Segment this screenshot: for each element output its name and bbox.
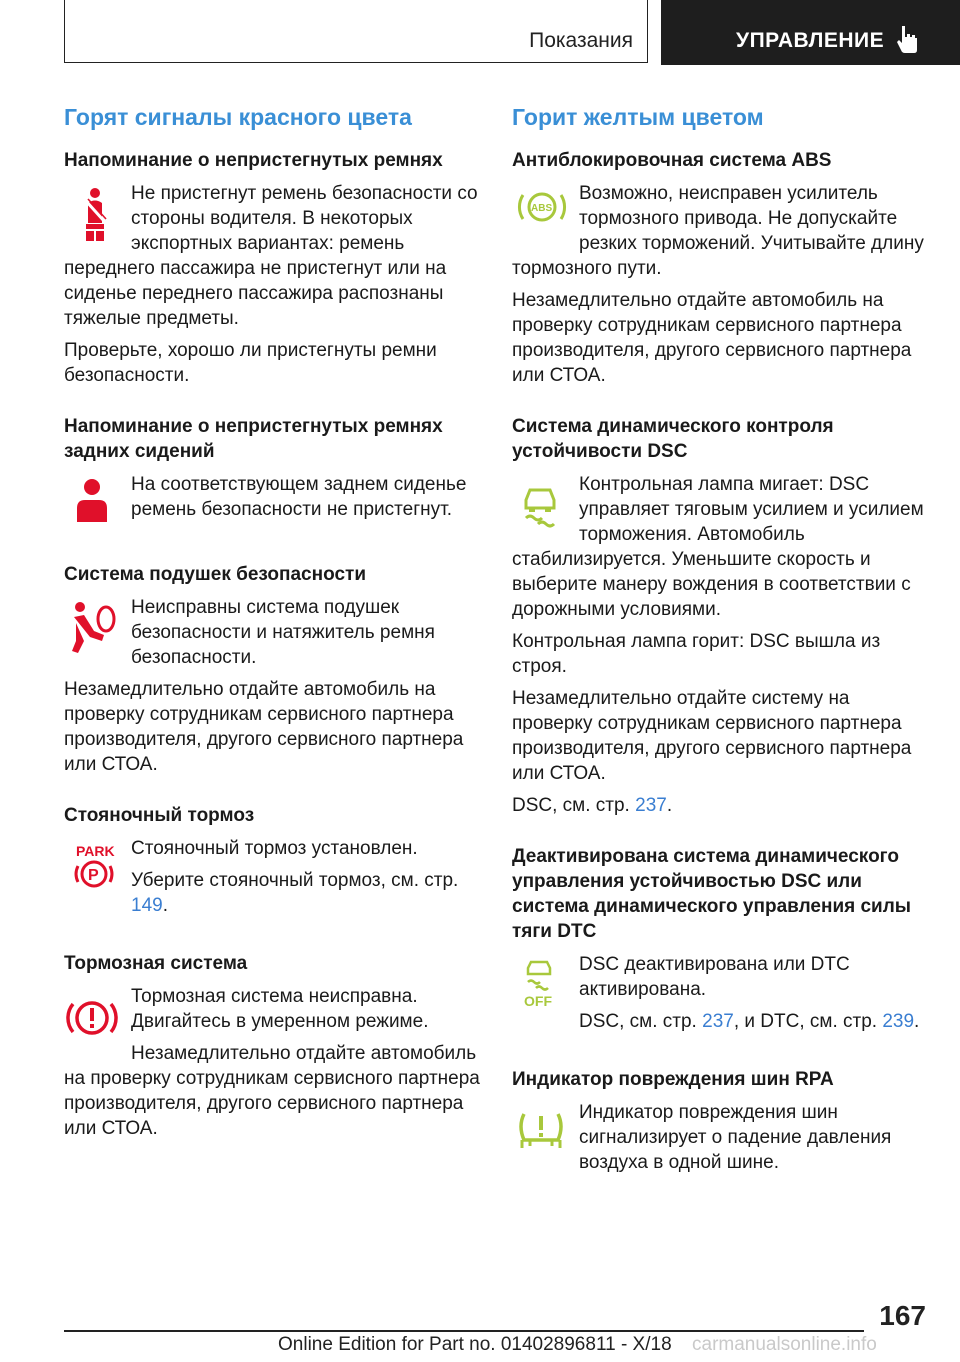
- belt-reminder-heading: Напоминание о непристегнутых ремнях: [64, 150, 443, 171]
- yellow-warnings-title: Горит желтым цветом: [512, 104, 764, 130]
- belt-reminder-text-1: Не пристегнут ремень безопасности со стороны водителя. В некоторых экспортных вариантах: ремень переднего пассажира не пристегнут или на сиденье переднего пассажира распознаны тяжелые предметы.: [64, 183, 478, 329]
- airbag-section: [64, 562, 482, 777]
- left-column: [64, 100, 482, 1167]
- dsc-off-text-2: [512, 1009, 930, 1034]
- dsc-ref-suffix: .: [666, 795, 673, 816]
- footer-edition: Online Edition for Part no. 01402896811 - X/18: [278, 1334, 672, 1355]
- dsc-off-text-1: DSC деактивирована или DTC активирована.: [579, 954, 850, 1000]
- rpa-heading: Индикатор повреждения шин RPA: [512, 1069, 834, 1090]
- dsc-off-heading: Деактивирована система динамического управления устойчивостью DSC или система динамического управления силы тяги DTC: [512, 846, 912, 942]
- rear-belt-text-1: На соответствующем заднем сиденье ремень безопасности не пристегнут.: [131, 474, 467, 520]
- dsc-off-ref-mid: , и DTC, см. стр.: [733, 1011, 878, 1032]
- dsc-text-2: Контрольная лампа горит: DSC вышла из строя.: [512, 631, 881, 677]
- page-237-link-2[interactable]: 237: [702, 1011, 734, 1032]
- abs-text-1: Возможно, неисправен усилитель тормозного привода. Не допускайте резких торможений. Учитывайте длину тормозного пути.: [512, 183, 924, 279]
- footer-divider: [64, 1330, 864, 1332]
- brake-system-text-2: Незамедлительно отдайте автомобиль на проверку сотрудникам сервисного партнера производителя, другого сервисного партнера или СТОА.: [64, 1043, 480, 1139]
- pointing-hand-icon: [893, 24, 921, 54]
- header-section-label[interactable]: УПРАВЛЕНИЕ: [736, 29, 885, 52]
- tire-pressure-icon: [512, 1102, 574, 1164]
- seatbelt-warning-icon: [64, 183, 126, 245]
- brake-warning-icon: [64, 986, 126, 1048]
- rear-belt-section: [64, 414, 482, 536]
- page-149-link[interactable]: 149: [131, 895, 163, 916]
- abs-section: [512, 148, 930, 388]
- abs-icon-text: ABS: [531, 203, 553, 214]
- dsc-off-section: [512, 844, 930, 1041]
- parking-brake-text-2: [64, 868, 482, 918]
- parking-brake-section: [64, 803, 482, 925]
- off-icon-text: OFF: [524, 993, 552, 1009]
- airbag-text-2: Незамедлительно отдайте автомобиль на проверку сотрудникам сервисного партнера производителя, другого сервисного партнера или СТОА.: [64, 679, 464, 775]
- dsc-heading: Система динамического контроля устойчивости DSC: [512, 416, 834, 462]
- header-section-box: [661, 0, 960, 65]
- dsc-warning-icon: [512, 474, 574, 536]
- belt-reminder-text-2: Проверьте, хорошо ли пристегнуты ремни безопасности.: [64, 340, 437, 386]
- belt-reminder-section: [64, 148, 482, 388]
- brake-system-text-1: Тормозная система неисправна. Двигайтесь в умеренном режиме.: [131, 986, 429, 1032]
- watermark: carmanualsonline.info: [692, 1334, 877, 1355]
- abs-heading: Антиблокировочная система ABS: [512, 150, 832, 171]
- airbag-warning-icon: [64, 597, 126, 659]
- rpa-section: [512, 1067, 930, 1182]
- rear-belt-heading: Напоминание о непристегнутых ремнях задних сидений: [64, 416, 443, 462]
- airbag-heading: Система подушек безопасности: [64, 564, 366, 585]
- dsc-text-1: Контрольная лампа мигает: DSC управляет тяговым усилием и усилием торможения. Автомобиль стабилизируется. Уменьшите скорость и выберите манеру вождения в соответствии с дорожными условиями.: [512, 474, 924, 620]
- parking-ref-suffix: .: [162, 895, 168, 916]
- header-tab-box: [64, 0, 648, 63]
- header-tab-label[interactable]: Показания: [529, 29, 633, 52]
- parking-brake-icon: [64, 838, 126, 900]
- rear-seat-warning-icon: [64, 474, 126, 536]
- dsc-section: [512, 414, 930, 818]
- parking-ref-prefix: Уберите стояночный тормоз, см. стр.: [131, 870, 459, 891]
- page-239-link[interactable]: 239: [882, 1011, 915, 1032]
- right-column: [512, 100, 930, 1208]
- dsc-text-3: Незамедлительно отдайте систему на проверку сотрудникам сервисного партнера производителя, другого сервисного партнера или СТОА.: [512, 688, 912, 784]
- parking-brake-heading: Стояночный тормоз: [64, 805, 255, 826]
- dsc-off-ref-prefix: DSC, см. стр.: [579, 1011, 697, 1032]
- airbag-text-1: Неисправны система подушек безопасности и натяжитель ремня безопасности.: [131, 597, 435, 668]
- dsc-off-ref-suffix: .: [914, 1011, 920, 1032]
- rpa-text-1: Индикатор повреждения шин сигнализирует о падение давления воздуха в одной шине.: [579, 1102, 892, 1173]
- park-icon-text: PARK: [76, 843, 115, 859]
- page-237-link[interactable]: 237: [635, 795, 667, 816]
- brake-system-section: [64, 951, 482, 1141]
- dsc-text-4: [512, 793, 930, 818]
- red-warnings-title: Горят сигналы красного цвета: [64, 104, 412, 130]
- dsc-off-icon: [512, 954, 574, 1016]
- dsc-ref-prefix: DSC, см. стр.: [512, 795, 630, 816]
- abs-warning-icon: [512, 183, 574, 245]
- parking-brake-text-1: Стояночный тормоз установлен.: [131, 838, 418, 859]
- brake-system-heading: Тормозная система: [64, 953, 248, 974]
- page-number: 167: [879, 1300, 926, 1331]
- abs-text-2: Незамедлительно отдайте автомобиль на проверку сотрудникам сервисного партнера производителя, другого сервисного партнера или СТОА.: [512, 290, 912, 386]
- svg-text:P: P: [88, 867, 99, 884]
